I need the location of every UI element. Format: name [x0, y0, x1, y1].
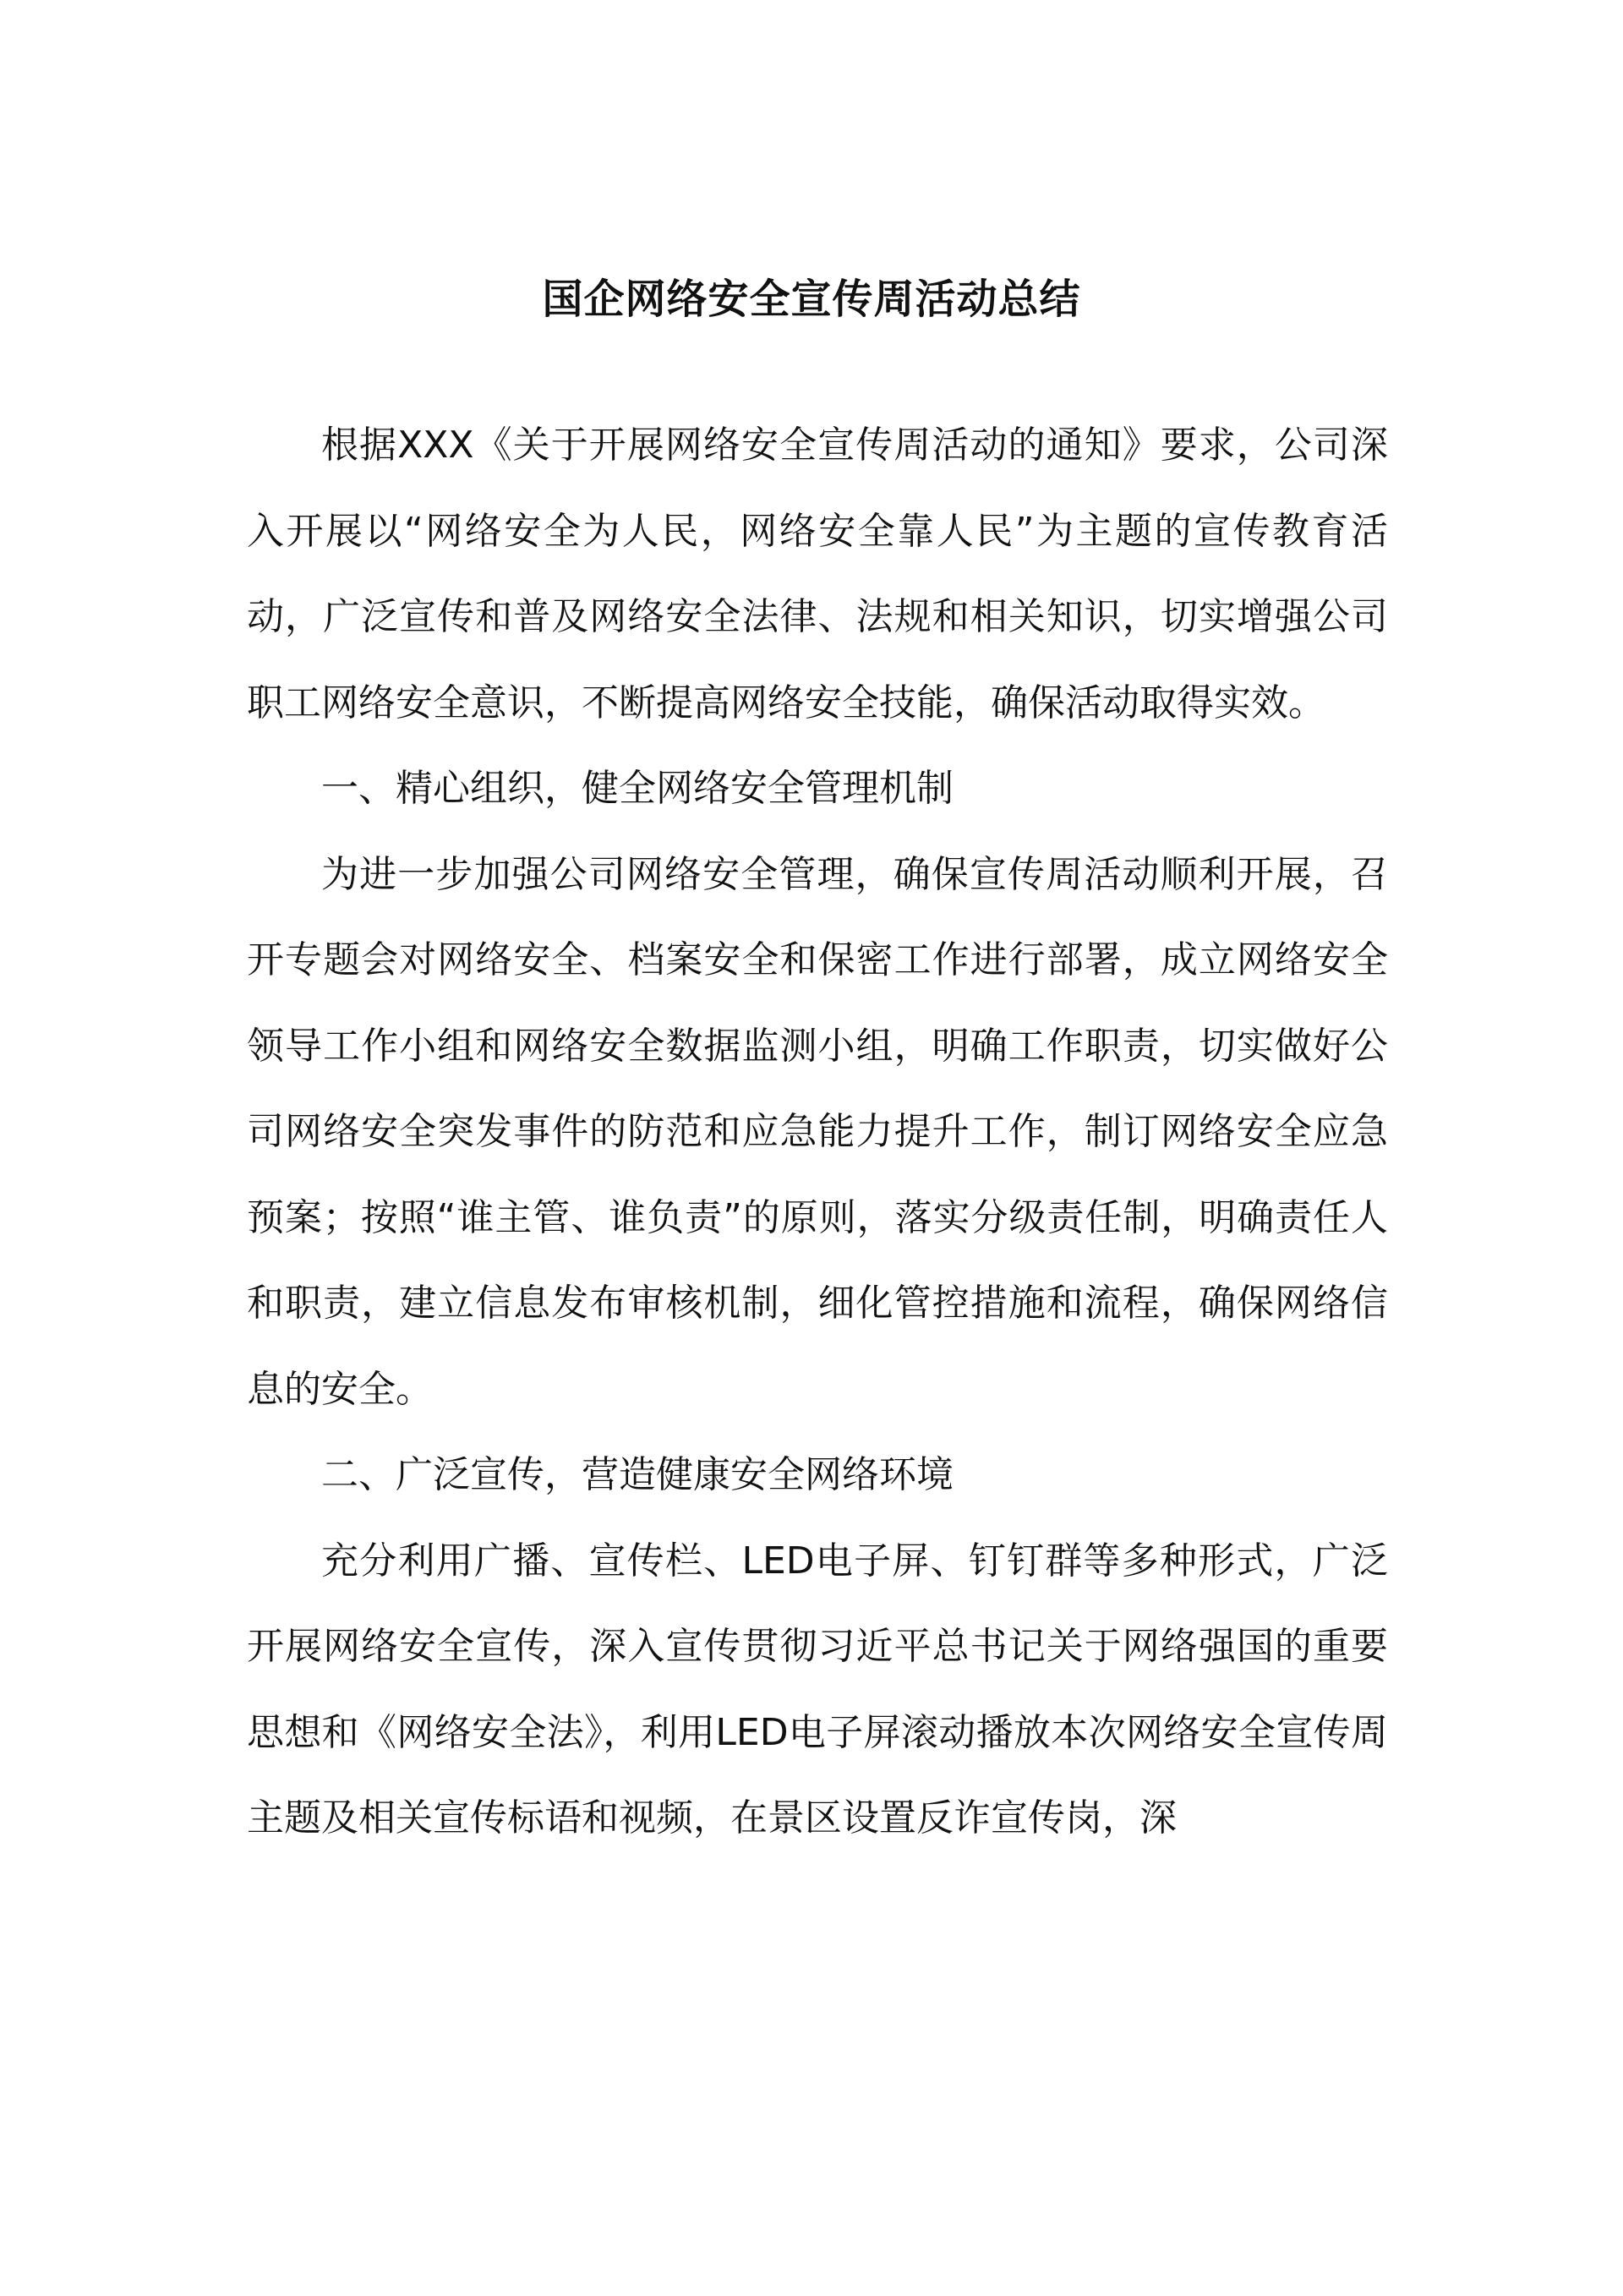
section-heading-2: 二、广泛宣传，营造健康安全网络环境 [321, 1453, 954, 1496]
intro-paragraph: 根据XXX《关于开展网络安全宣传周活动的通知》要求，公司深入开展以“网络安全为人民，网络安全靠人民”为主题的宣传教育活动，广泛宣传和普及网络安全法律、法规和相关知识，切实增强公司职工网络安全意识，不断提高网络安全技能，确保活动取得实效。 [247, 424, 1388, 724]
document-body [247, 402, 1388, 1861]
document-title: 国企网络安全宣传周活动总结 [542, 276, 1081, 323]
section-paragraph-1: 为进一步加强公司网络安全管理，确保宣传周活动顺利开展，召开专题会对网络安全、档案安全和保密工作进行部署，成立网络安全领导工作小组和网络安全数据监测小组，明确工作职责，切实做好公司网络安全突发事件的防范和应急能力提升工作，制订网络安全应急预案；按照“谁主管、谁负责”的原则，落实分级责任制，明确责任人和职责，建立信息发布审核机制，细化管控措施和流程，确保网络信息的安全。 [247, 852, 1388, 1411]
section-heading-1: 一、精心组织，健全网络安全管理机制 [321, 767, 954, 810]
section-paragraph-2: 充分利用广播、宣传栏、LED电子屏、钉钉群等多种形式，广泛开展网络安全宣传，深入宣传贯彻习近平总书记关于网络强国的重要思想和《网络安全法》，利用LED电子屏滚动播放本次网络安全宣传周主题及相关宣传标语和视频，在景区设置反诈宣传岗，深 [247, 1539, 1388, 1840]
